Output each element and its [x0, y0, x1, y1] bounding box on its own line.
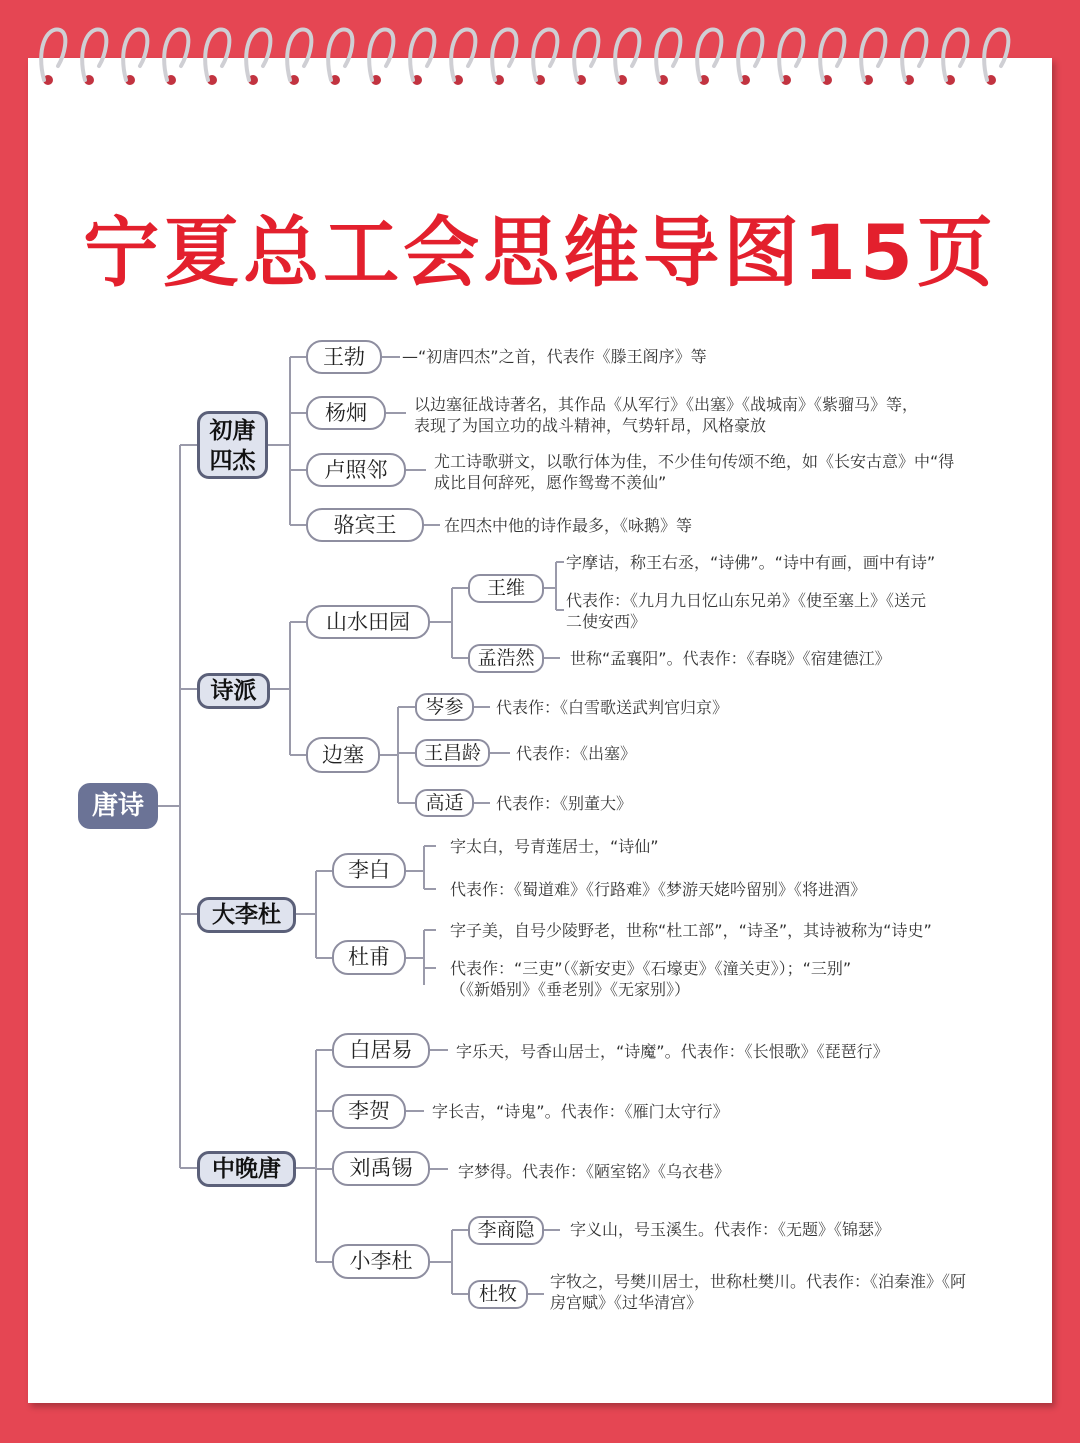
- branch-shipai[interactable]: 诗派: [197, 673, 270, 709]
- group-xiao-li-du[interactable]: 小李杜: [332, 1244, 430, 1279]
- desc-li-bai-2: 代表作：《蜀道难》《行路难》《梦游天姥吟留别》《将进酒》: [450, 880, 867, 899]
- school-shanshui-tianyuan[interactable]: 山水田园: [306, 605, 430, 639]
- poet-luo-binwang[interactable]: 骆宾王: [306, 508, 424, 542]
- poet-wang-bo[interactable]: 王勃: [306, 340, 382, 374]
- branch-da-li-du[interactable]: 大李杜: [197, 897, 296, 933]
- desc-du-mu: 字牧之，号樊川居士，世称杜樊川。代表作：《泊秦淮》《阿 房宫赋》《过华清宫》: [550, 1272, 967, 1312]
- branch-zhong-wan-tang[interactable]: 中晚唐: [197, 1151, 296, 1187]
- poet-wang-wei[interactable]: 王维: [468, 574, 544, 603]
- school-biansai[interactable]: 边塞: [306, 737, 380, 773]
- desc-liu-yuxi: 字梦得。代表作：《陋室铭》《乌衣巷》: [458, 1162, 731, 1181]
- desc-bai-juyi: 字乐天，号香山居士，“诗魔”。代表作：《长恨歌》《琵琶行》: [456, 1042, 889, 1061]
- poet-bai-juyi[interactable]: 白居易: [332, 1033, 430, 1068]
- desc-li-shangyin: 字义山，号玉溪生。代表作：《无题》《锦瑟》: [570, 1220, 891, 1239]
- poet-gao-shi[interactable]: 高适: [415, 789, 474, 817]
- poet-li-he[interactable]: 李贺: [332, 1094, 406, 1129]
- desc-lu-zhaolin: 尤工诗歌骈文，以歌行体为佳，不少佳句传颂不绝，如《长安古意》中“得 成比目何辞死，愿作鸳鸯不羡仙”: [434, 452, 955, 492]
- desc-wang-bo: —“初唐四杰”之首，代表作《滕王阁序》等: [402, 347, 707, 366]
- poet-yang-jiong[interactable]: 杨炯: [306, 396, 386, 430]
- poet-du-fu[interactable]: 杜甫: [332, 940, 406, 975]
- desc-wang-wei-1: 字摩诘，称王右丞，“诗佛”。“诗中有画，画中有诗”: [566, 553, 936, 572]
- desc-li-bai-1: 字太白，号青莲居士，“诗仙”: [450, 837, 659, 856]
- poet-lu-zhaolin[interactable]: 卢照邻: [306, 453, 406, 487]
- poet-du-mu[interactable]: 杜牧: [468, 1280, 528, 1309]
- poet-cen-shen[interactable]: 岑参: [415, 693, 474, 721]
- branch-chutang-sijie[interactable]: 初唐 四杰: [197, 411, 268, 479]
- poet-meng-haoran[interactable]: 孟浩然: [468, 644, 544, 673]
- poet-liu-yuxi[interactable]: 刘禹锡: [332, 1151, 430, 1186]
- desc-yang-jiong: 以边塞征战诗著名，其作品《从军行》《出塞》《战城南》《紫骝马》等， 表现了为国立功的战斗精神，气势轩昂，风格豪放: [414, 395, 919, 435]
- desc-meng-haoran: 世称“孟襄阳”。代表作：《春晓》《宿建德江》: [570, 649, 891, 668]
- desc-luo-binwang: 在四杰中他的诗作最多，《咏鹅》等: [444, 516, 693, 535]
- desc-gao-shi: 代表作：《别董大》: [496, 794, 633, 813]
- desc-li-he: 字长吉，“诗鬼”。代表作：《雁门太守行》: [432, 1102, 729, 1121]
- poet-wang-changling[interactable]: 王昌龄: [415, 739, 490, 767]
- poet-li-bai[interactable]: 李白: [332, 853, 406, 888]
- desc-du-fu-1: 字子美，自号少陵野老，世称“杜工部”，“诗圣”，其诗被称为“诗史”: [450, 921, 932, 940]
- root-node[interactable]: 唐诗: [78, 783, 158, 829]
- desc-cen-shen: 代表作：《白雪歌送武判官归京》: [496, 698, 729, 717]
- desc-wang-wei-2: 代表作：《九月九日忆山东兄弟》《使至塞上》《送元 二使安西》: [566, 591, 927, 631]
- desc-du-fu-2: 代表作：“三吏”（《新安吏》《石壕吏》《潼关吏》）；“三别” （《新婚别》《垂老别》《无家别》）: [450, 959, 852, 999]
- desc-wang-changling: 代表作：《出塞》: [516, 744, 637, 763]
- page-title: 宁夏总工会思维导图15页: [83, 208, 997, 297]
- poet-li-shangyin[interactable]: 李商隐: [468, 1216, 544, 1245]
